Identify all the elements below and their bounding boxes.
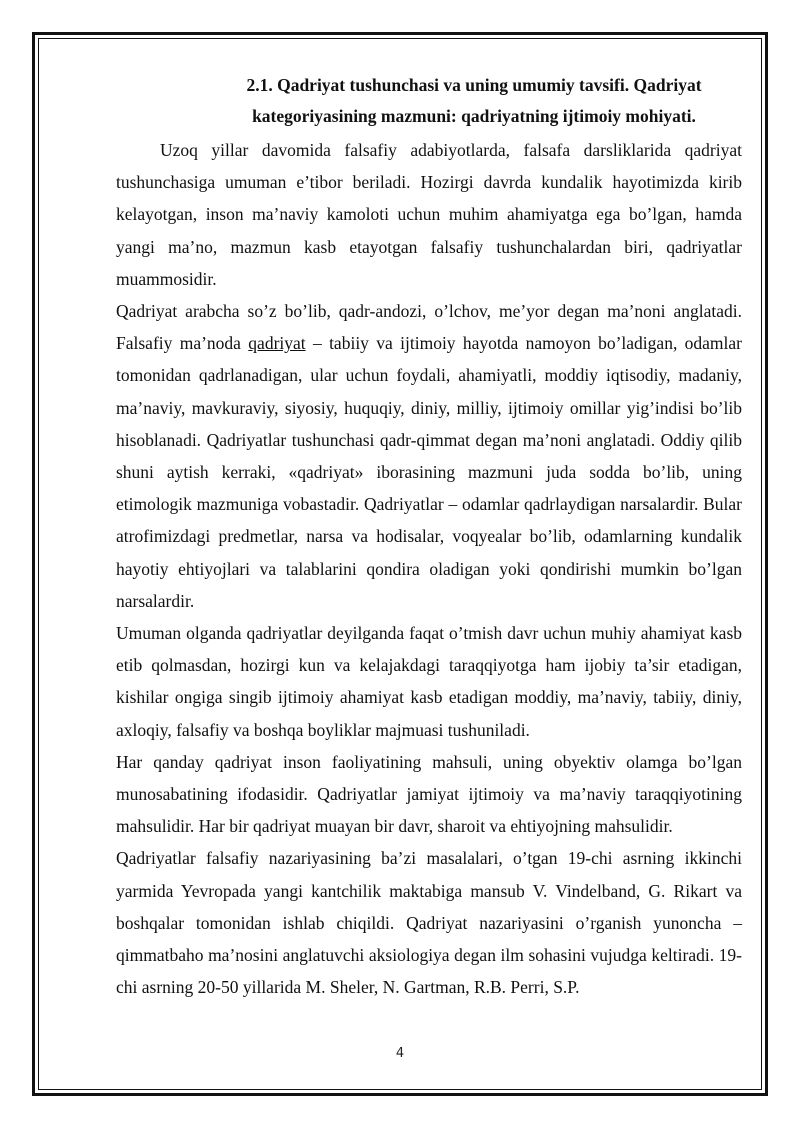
paragraph-3: Umuman olganda qadriyatlar deyilganda faqat o’tmish davr uchun muhiy ahamiyat kasb etib qolmasdan, hozirgi kun va kelajakdagi taraqqiyotga ham ijobiy ta’sir etadigan, kishilar ongiga singib ijtimoiy ahamiyat kasb etadigan moddiy, ma’naviy, tabiiy, diniy, axloqiy, falsafiy va boshqa boyliklar majmuasi tushuniladi. [116, 623, 742, 740]
page-number: 4 [395, 1046, 405, 1061]
paragraph-4: Har qanday qadriyat inson faoliyatining mahsuli, uning obyektiv olamga bo’lgan munosabatining ifodasidir. Qadriyatlar jamiyat ijtimoiy va ma’naviy taraqqiyotining mahsulidir. Har bir qadriyat muayan bir davr, sharoit va ehtiyojning mahsulidir. [116, 751, 742, 837]
section-heading [116, 70, 742, 132]
section-heading-line-2: kategoriyasining mazmuni: qadriyatning ijtimoiy mohiyati. [252, 106, 696, 126]
paragraph-1: Uzoq yillar davomida falsafiy adabiyotlarda, falsafa darsliklarida qadriyat tushunchasiga umuman e’tibor beriladi. Hozirgi davrda kundalik hayotimizda kirib kelayotgan, inson ma’naviy kamoloti uchun muhim ahamiyatga ega bo’lgan, hamda yangi ma’no, mazmun kasb etayotgan falsafiy tushunchalardan biri, qadriyatlar muammosidir. [116, 140, 742, 289]
paragraph-2 [116, 295, 742, 617]
paragraph-2-text-end: – tabiiy va ijtimoiy hayotda namoyon bo’ladigan, odamlar tomonidan qadrlanadigan, ular uchun foydali, ahamiyatli, moddiy iqtisodiy, madaniy, ma’naviy, mavkuraviy, siyosiy, huquqiy, diniy, milliy, ijtimoiy omillar yig’indisi bo’lib hisoblanadi. Qadriyatlar tushunchasi qadr-qimmat degan ma’noni anglatadi. Oddiy qilib shuni aytish kerraki, «qadriyat» iborasining mazmuni juda sodda bo’lib, uning etimologik mazmuniga vobastadir. Qadriyatlar – odamlar qadrlaydigan narsalardir. Bular atrofimizdagi predmetlar, narsa va hodisalar, voqyealar bo’lib, odamlarning kundalik hayotiy ehtiyojlari va talablarini qondira oladigan yoki qondirishi mumkin bo’lgan narsalardir. [116, 333, 742, 611]
document-body [116, 70, 742, 1003]
paragraph-5: Qadriyatlar falsafiy nazariyasining ba’zi masalalari, o’tgan 19-chi asrning ikkinchi yarmida Yevropada yangi kantchilik maktabiga mansub V. Vindelband, G. Rikart va boshqalar tomonidan ishlab chiqildi. Qadriyat nazariyasini o’rganish yunoncha – qimmatbaho ma’nosini anglatuvchi aksiologiya degan ilm sohasini vujudga keltiradi. 19-chi asrning 20-50 yillarida M. Sheler, N. Gartman, R.B. Perri, S.P. [116, 848, 742, 998]
section-heading-line-1: 2.1. Qadriyat tushunchasi va uning umumiy tavsifi. Qadriyat [246, 75, 702, 95]
underlined-term: qadriyat [248, 333, 306, 354]
paragraph-2-text-start: Qadriyat arabcha so’z bo’lib, qadr-andozi, o’lchov, me’yor degan ma’noni anglatadi. Falsafiy ma’noda [116, 301, 742, 354]
